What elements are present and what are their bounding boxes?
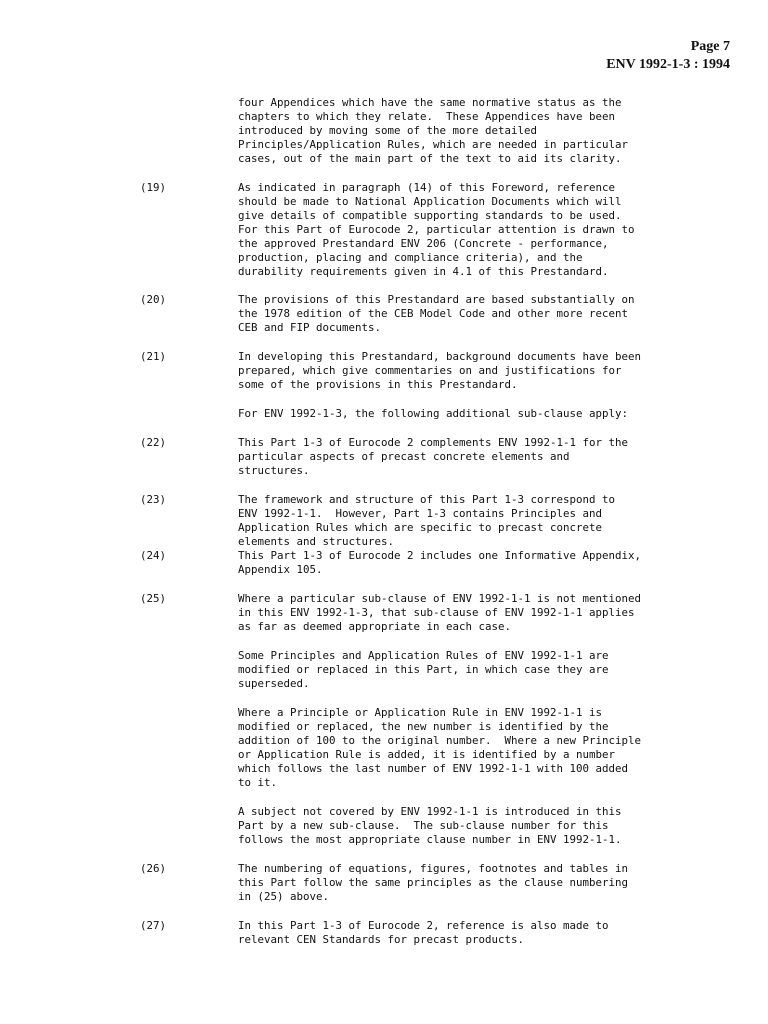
paragraph xyxy=(0,592,768,634)
paragraph xyxy=(0,649,768,691)
paragraph-text: The provisions of this Prestandard are based substantially on the 1978 edition of the CEB Model Code and other more recent CEB and FIP documents. xyxy=(238,293,635,334)
paragraph xyxy=(0,549,768,577)
paragraph xyxy=(0,436,768,478)
paragraph-text: The numbering of equations, figures, footnotes and tables in this Part follow the same principles as the clause numbering in (25) above. xyxy=(238,862,629,903)
paragraph-text: A subject not covered by ENV 1992-1-1 is introduced in this Part by a new sub-clause. The sub-clause number for this follows the most appropriate clause number in ENV 1992-1-1. xyxy=(238,805,622,846)
paragraph-text: In this Part 1-3 of Eurocode 2, reference is also made to relevant CEN Standards for precast products. xyxy=(238,919,609,946)
paragraph xyxy=(0,350,768,392)
paragraph xyxy=(0,919,768,947)
paragraph-number: (19) xyxy=(140,181,167,194)
page-number: Page 7 xyxy=(690,39,730,54)
paragraph-number: (27) xyxy=(140,919,167,932)
paragraph-number: (25) xyxy=(140,592,167,605)
paragraph xyxy=(0,407,768,421)
paragraph-number: (22) xyxy=(140,436,167,449)
paragraph xyxy=(0,805,768,847)
paragraph-text: four Appendices which have the same normative status as the chapters to which they relate. These Appendices have been introduced by moving some of the more detailed Principles/Application Rules, which are needed in particular cases, out of the main part of the text to aid its clarity. xyxy=(238,96,629,165)
paragraph-number: (26) xyxy=(140,862,167,875)
paragraph xyxy=(0,706,768,790)
paragraph-text: In developing this Prestandard, background documents have been prepared, which give commentaries on and justifications for some of the provisions in this Prestandard. xyxy=(238,350,642,391)
paragraph-text: The framework and structure of this Part 1-3 correspond to ENV 1992-1-1. However, Part 1-3 contains Principles and Application Rules which are specific to precast concrete elements and structures. xyxy=(238,493,616,548)
paragraph xyxy=(0,293,768,335)
paragraph-text: Some Principles and Application Rules of ENV 1992-1-1 are modified or replaced in this Part, in which case they are superseded. xyxy=(238,649,609,690)
paragraph-number: (20) xyxy=(140,293,167,306)
paragraph-text: For ENV 1992-1-3, the following additional sub-clause apply: xyxy=(238,407,629,420)
paragraph-number: (24) xyxy=(140,549,167,562)
page-header xyxy=(606,38,730,74)
paragraph xyxy=(0,862,768,904)
paragraph-text: This Part 1-3 of Eurocode 2 complements ENV 1992-1-1 for the particular aspects of precast concrete elements and structures. xyxy=(238,436,629,477)
paragraph xyxy=(0,96,768,166)
paragraph xyxy=(0,493,768,549)
document-reference: ENV 1992-1-3 : 1994 xyxy=(606,57,730,72)
paragraph xyxy=(0,181,768,279)
document-body xyxy=(0,96,768,947)
paragraph-text: Where a particular sub-clause of ENV 1992-1-1 is not mentioned in this ENV 1992-1-3, that sub-clause of ENV 1992-1-1 applies as far as deemed appropriate in each case. xyxy=(238,592,642,633)
paragraph-text: Where a Principle or Application Rule in ENV 1992-1-1 is modified or replaced, the new number is identified by the addition of 100 to the original number. Where a new Principle or Application Rule is added, it is identified by a number which follows the last number of ENV 1992-1-1 with 100 added to it. xyxy=(238,706,642,789)
paragraph-text: As indicated in paragraph (14) of this Foreword, reference should be made to National Application Documents which will give details of compatible supporting standards to be used. For this Part of Eurocode 2, particular attention is drawn to the approved Prestandard ENV 206 (Concrete - performance, production, placing and compliance criteria), and the durability requirements given in 4.1 of this Prestandard. xyxy=(238,181,635,278)
paragraph-number: (23) xyxy=(140,493,167,506)
paragraph-text: This Part 1-3 of Eurocode 2 includes one Informative Appendix, Appendix 105. xyxy=(238,549,642,576)
paragraph-number: (21) xyxy=(140,350,167,363)
